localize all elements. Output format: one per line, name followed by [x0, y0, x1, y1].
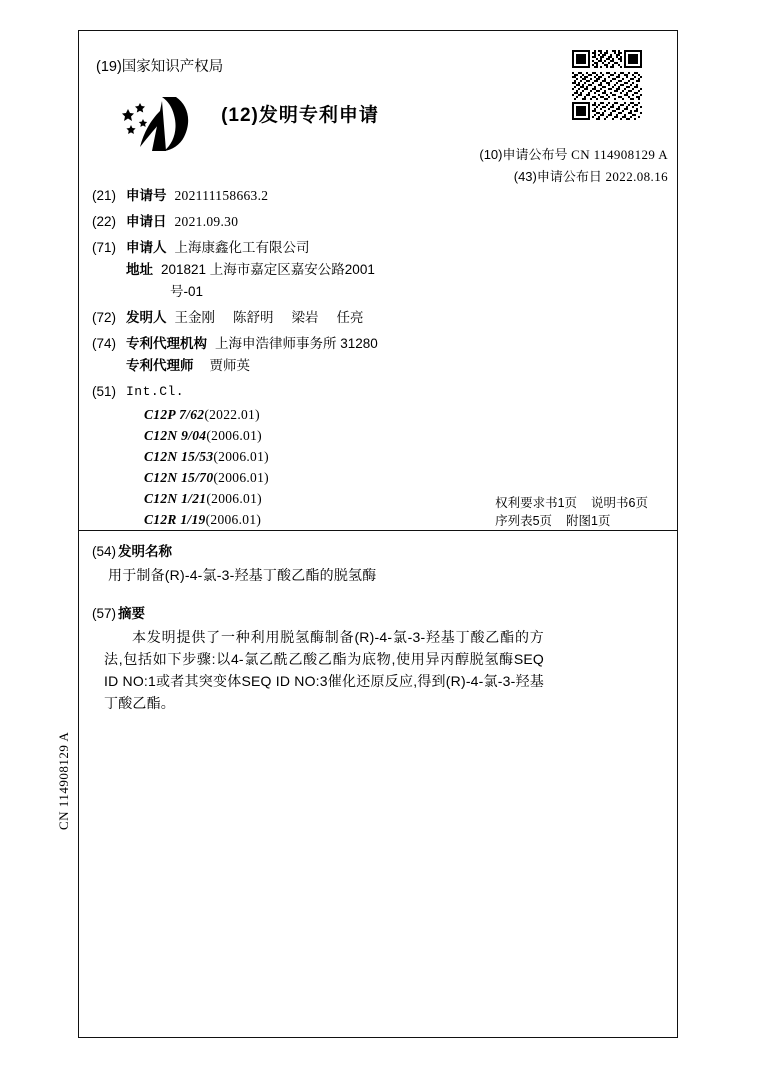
agent-row [126, 356, 562, 376]
bibliographic-block [92, 186, 562, 530]
applicant-address-value: 201821 上海市嘉定区嘉安公路2001 [161, 262, 375, 277]
ipc-edition: (2022.01) [204, 407, 260, 422]
ipc-item [144, 425, 562, 446]
inventor-label: 发明人 [126, 310, 167, 325]
applicant-value: 上海康鑫化工有限公司 [174, 240, 310, 255]
inventor-code: (72) [92, 310, 117, 325]
inventor-name: 王金刚 [174, 310, 215, 325]
issuing-office-code: (19) [96, 59, 122, 75]
ipc-symbol: C12N 1/21 [144, 491, 207, 506]
abstract-code: (57) [92, 606, 117, 621]
applicant-address-value-2: 号-01 [170, 284, 204, 299]
ipc-item [144, 404, 562, 425]
ipc-header-row [92, 382, 562, 402]
publication-number-value: CN 114908129 A [571, 147, 668, 162]
agent-value: 贾师英 [209, 358, 250, 373]
ipc-edition: (2006.01) [205, 512, 262, 527]
sequence-page-count: 序列表5页 [495, 514, 553, 528]
description-page-count: 说明书6页 [591, 496, 648, 510]
ipc-edition: (2006.01) [206, 491, 262, 506]
ipc-symbol: C12N 15/53 [144, 449, 214, 464]
agency-label: 专利代理机构 [126, 336, 207, 351]
ipc-item [144, 446, 562, 467]
abstract-text: 本发明提供了一种利用脱氢酶制备(R)-4-氯-3-羟基丁酸乙酯的方法,包括如下步骤:以4-氯乙酰乙酸乙酯为底物,使用异丙醇脱氢酶SEQ ID NO:1或者其突变体SEQ ID NO:3催化还原反应,得到(R)-4-氯-3-羟基丁酸乙酯。 [104, 629, 544, 711]
ipc-symbol: C12R 1/19 [144, 512, 206, 527]
publication-number-code: (10) [479, 147, 503, 162]
invention-title-header [92, 540, 572, 560]
agency-row [92, 334, 562, 354]
application-date-row [92, 212, 562, 232]
inventor-row [92, 308, 562, 328]
page-counts [495, 494, 662, 530]
publication-number-label: 申请公布号 [502, 147, 568, 162]
ipc-code: (51) [92, 384, 117, 399]
applicant-row [92, 238, 562, 258]
publication-number-line [479, 144, 668, 163]
publication-date-value: 2022.08.16 [605, 169, 668, 184]
claims-page-count: 权利要求书1页 [495, 496, 578, 510]
invention-title-code: (54) [92, 544, 117, 559]
page-counts-line-1 [495, 494, 662, 512]
publication-date-code: (43) [513, 169, 537, 184]
applicant-code: (71) [92, 240, 117, 255]
application-number-label: 申请号 [126, 188, 167, 203]
inventor-names [175, 308, 382, 328]
page-counts-line-2 [495, 512, 662, 530]
section-divider [79, 530, 677, 531]
applicant-label: 申请人 [126, 240, 167, 255]
abstract-section [92, 602, 572, 714]
applicant-address-row [126, 260, 562, 280]
abstract-header [92, 602, 572, 622]
side-publication-code: CN 114908129 A [56, 731, 71, 830]
application-number-value: 202111158663.2 [174, 188, 269, 203]
invention-title-text: 用于制备(R)-4-氯-3-羟基丁酸乙酯的脱氢酶 [108, 567, 377, 583]
inventor-name: 任亮 [336, 310, 364, 325]
drawings-page-count: 附图1页 [566, 514, 611, 528]
issuing-office-name: 国家知识产权局 [121, 59, 224, 75]
page-title [0, 100, 600, 127]
ipc-label: Int.Cl. [126, 384, 185, 399]
agency-code: (74) [92, 336, 117, 351]
invention-title-label: 发明名称 [118, 544, 173, 559]
issuing-office [96, 55, 223, 76]
invention-title-section [92, 540, 572, 586]
ipc-edition: (2006.01) [213, 449, 269, 464]
ipc-symbol: C12N 9/04 [144, 428, 207, 443]
ipc-item [144, 467, 562, 488]
inventor-name: 梁岩 [291, 310, 319, 325]
application-date-label: 申请日 [126, 214, 167, 229]
doc-type-code: (12) [221, 105, 259, 126]
application-number-code: (21) [92, 188, 117, 203]
application-date-code: (22) [92, 214, 117, 229]
inventor-name: 陈舒明 [233, 310, 274, 325]
ipc-symbol: C12P 7/62 [144, 407, 205, 422]
doc-type-label: 发明专利申请 [258, 105, 379, 126]
publication-date-label: 申请公布日 [536, 169, 602, 184]
abstract-label: 摘要 [118, 606, 146, 621]
agency-value: 上海申浩律师事务所 31280 [215, 336, 378, 351]
ipc-edition: (2006.01) [213, 470, 269, 485]
application-date-value: 2021.09.30 [174, 214, 239, 229]
publication-date-line [514, 166, 668, 185]
applicant-address-label: 地址 [126, 262, 153, 277]
application-number-row [92, 186, 562, 206]
ipc-edition: (2006.01) [206, 428, 262, 443]
ipc-symbol: C12N 15/70 [144, 470, 214, 485]
applicant-address-row-2 [126, 282, 562, 302]
agent-label: 专利代理师 [126, 358, 194, 373]
